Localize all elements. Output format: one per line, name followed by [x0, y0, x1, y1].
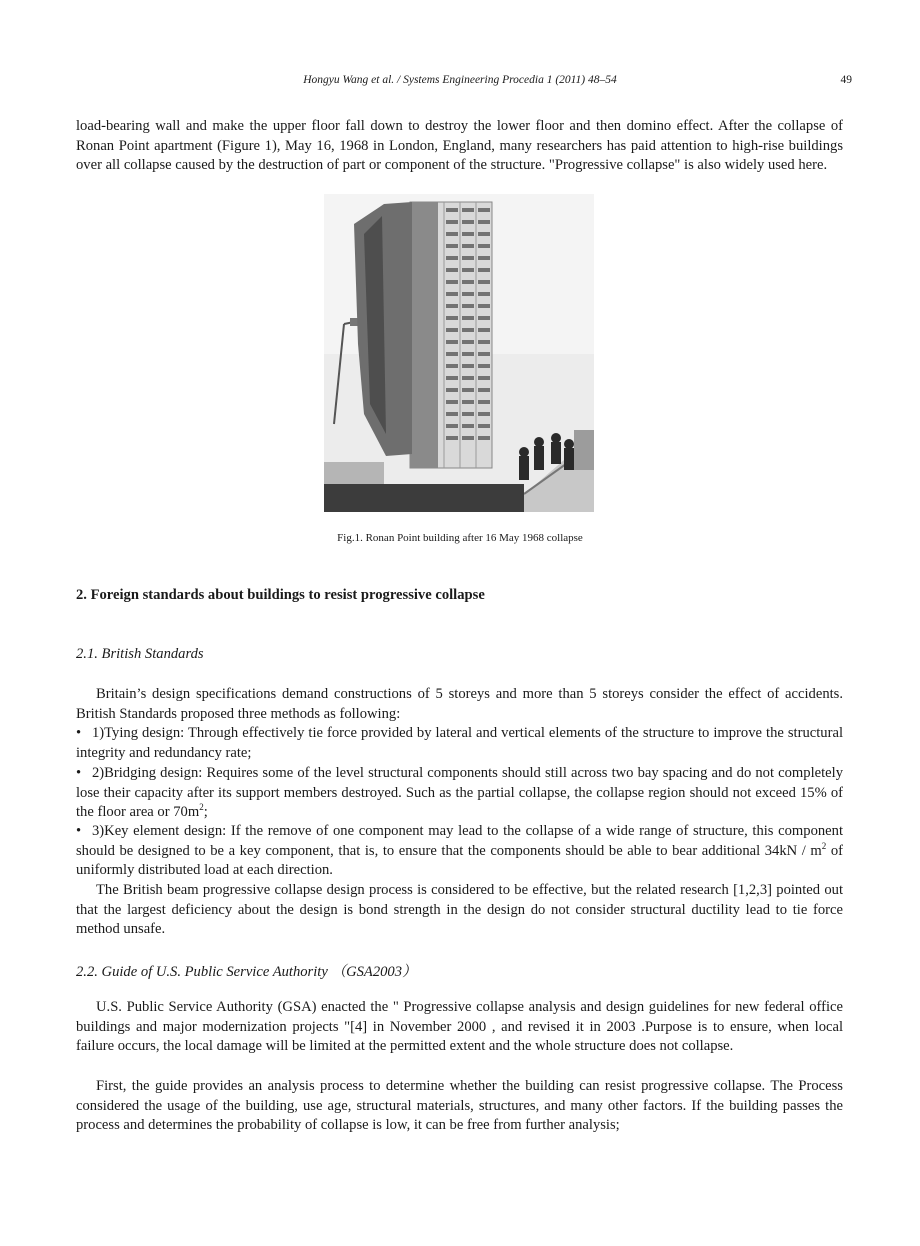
subsection-heading-gsa: 2.2. Guide of U.S. Public Service Authority （GSA2003） [76, 964, 417, 980]
british-intro-paragraph: Britain’s design specifications demand constructions of 5 storeys and more than 5 storeys consider the effect of accidents. British Standards proposed three methods as following: [76, 686, 843, 722]
bullet-tying-design [76, 724, 843, 763]
superscript: 2 [821, 840, 827, 851]
bullet-icon: • [76, 823, 82, 839]
superscript: 2 [199, 802, 204, 813]
running-title: Hongyu Wang et al. / Systems Engineering Procedia 1 (2011) 48–54 [303, 74, 617, 86]
building-photo-illustration [324, 194, 594, 512]
section-heading: 2. Foreign standards about buildings to resist progressive collapse [76, 587, 485, 603]
figure-caption: Fig.1. Ronan Point building after 16 May 1968 collapse [337, 532, 583, 544]
figure-ronan-point-photo [324, 194, 594, 512]
intro-paragraph: load-bearing wall and make the upper floor fall down to destroy the lower floor and then domino effect. After the collapse of Ronan Point apartment (Figure 1), May 16, 1968 in London, England, many researchers has paid attention to high-rise buildings over all collapse caused by the destruction of part or component of the structure. "Progressive collapse" is also widely used here. [76, 118, 843, 174]
bullet-text-end: of uniformly distributed load at each direction. [76, 842, 843, 879]
british-conclusion-paragraph: The British beam progressive collapse design process is considered to be effective, but the related research [1,2,3] pointed out that the largest deficiency about the design is bond strength in the design do not consider structural ductility lead to tie force method unsafe. [76, 882, 843, 938]
bullet-key-element-design [76, 822, 843, 881]
page-number: 49 [840, 74, 852, 86]
bullet-bridging-design [76, 764, 843, 823]
bullet-text: 3)Key element design: If the remove of one component may lead to the collapse of a wide range of structure, this component should be designed to be a key component, that is, to ensure that the components should be able to bear additional 34kN / m [76, 823, 843, 859]
running-header [0, 74, 920, 90]
gsa-paragraph-2: First, the guide provides an analysis process to determine whether the building can resist progressive collapse. The Process considered the usage of the building, use age, structural materials, structures, and many other factors. If the building passes the process and determines the probability of collapse is low, it can be free from further analysis; [76, 1078, 843, 1134]
gsa-paragraph-1: U.S. Public Service Authority (GSA) enacted the " Progressive collapse analysis and design guidelines for new federal office buildings and major modernization projects "[4] in November 2000 , and revised it in 2003 .Purpose is to ensure, when local failure occurs, the local damage will be limited at the permitted extent and the whole structure does not collapse. [76, 999, 843, 1055]
bullet-text: 2)Bridging design: Requires some of the level structural components should still across two bay spacing and do not completely lose their capacity after its support members destroyed. Such as the partial collapse, the collapse region should not exceed 15% of the floor area or 70m [76, 765, 843, 821]
subsection-heading-british: 2.1. British Standards [76, 646, 204, 662]
bullet-text-end: ; [203, 804, 208, 821]
bullet-icon: • [76, 725, 82, 741]
bullet-icon: • [76, 765, 82, 781]
bullet-text: 1)Tying design: Through effectively tie force provided by lateral and vertical elements of the structure to improve the structural integrity and redundancy rate; [76, 725, 843, 761]
